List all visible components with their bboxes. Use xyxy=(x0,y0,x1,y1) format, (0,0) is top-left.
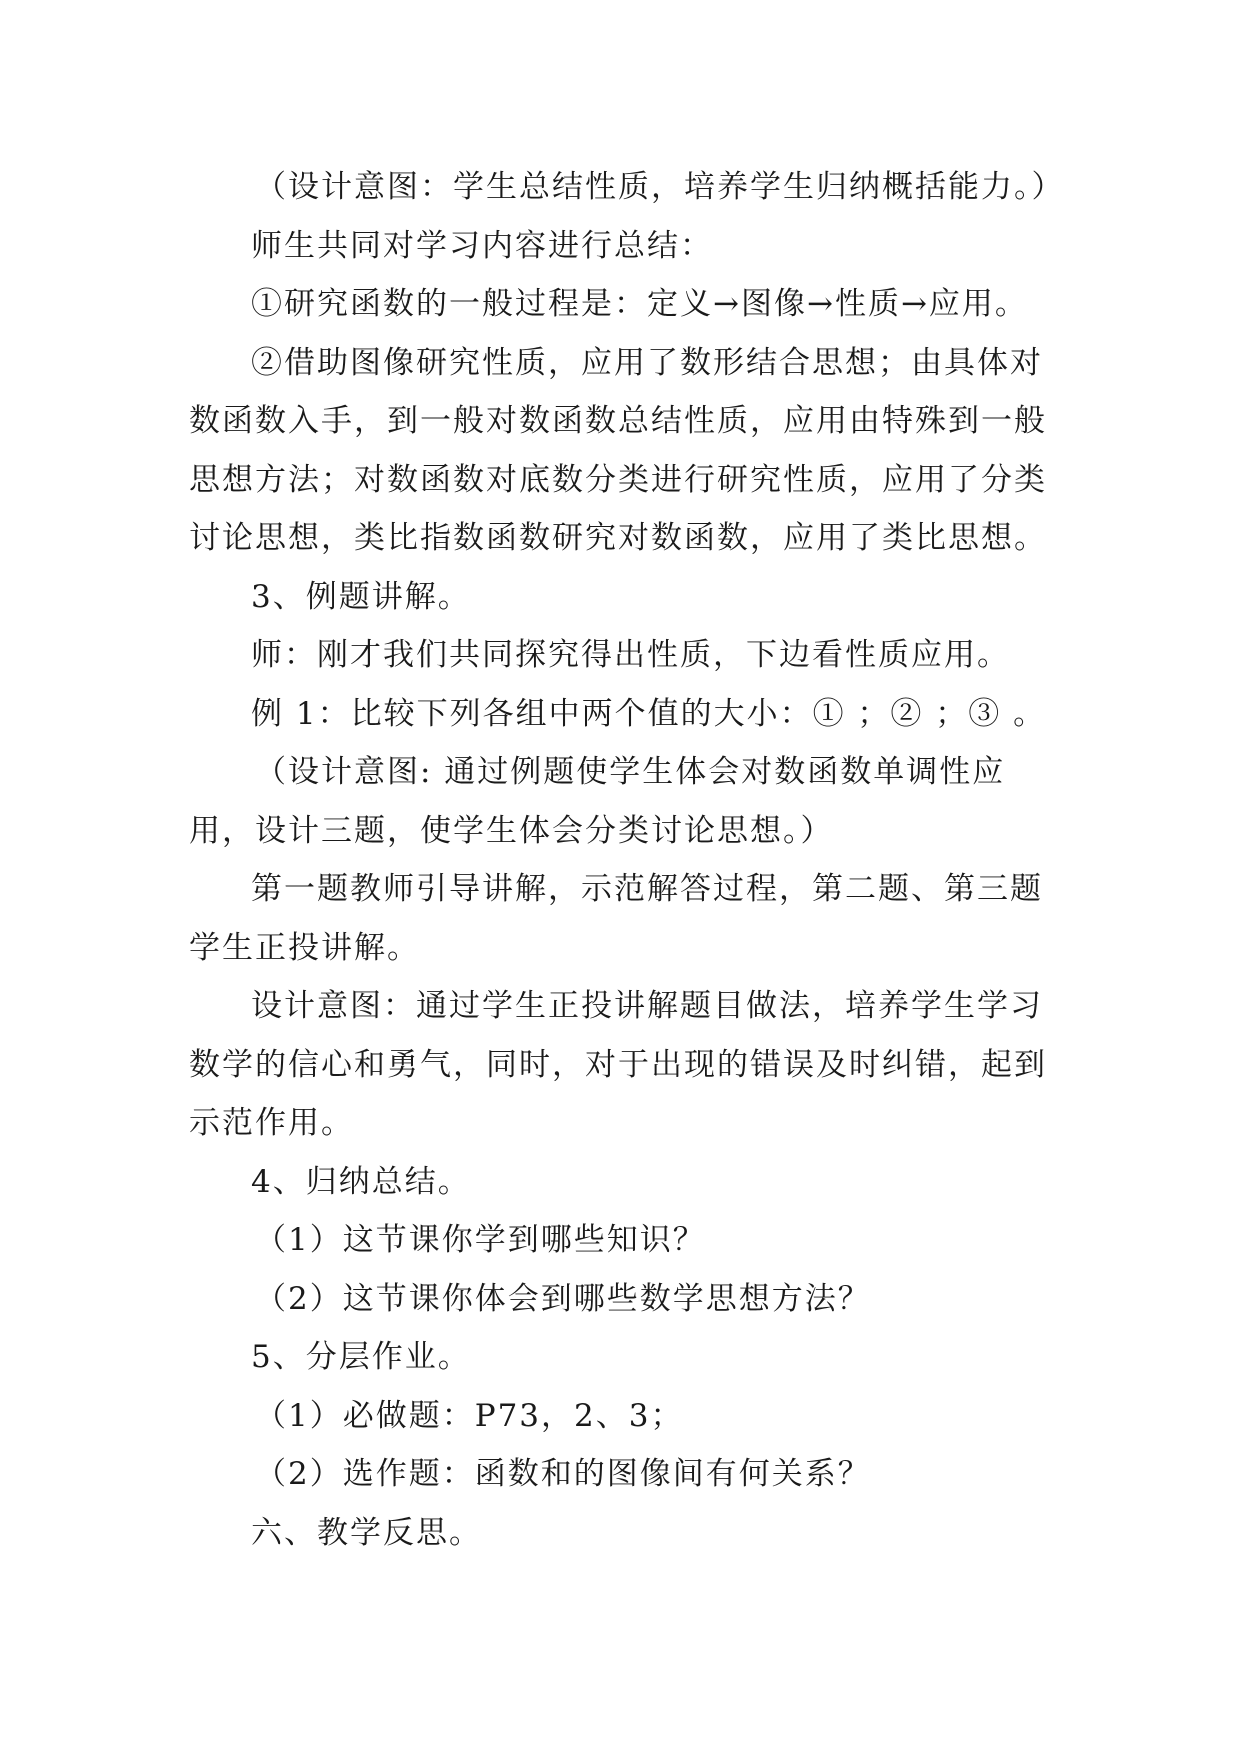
homework-optional: （2）选作题：函数和的图像间有何关系？ xyxy=(255,1456,871,1492)
paragraph-teacher-student-summary: 师生共同对学习内容进行总结： xyxy=(251,227,713,264)
question-2: （2）这节课你体会到哪些数学思想方法？ xyxy=(255,1280,871,1317)
paragraph-example-1: 例 1：比较下列各组中两个值的大小：① ；② ；③ 。 xyxy=(251,695,1047,732)
document-body xyxy=(189,158,1069,1562)
section-heading-reflection: 六、教学反思。 xyxy=(251,1514,482,1551)
section-heading-summary: 4、归纳总结。 xyxy=(251,1163,471,1200)
paragraph-function-process: ①研究函数的一般过程是：定义→图像→性质→应用。 xyxy=(251,286,1028,322)
paragraph-thinking-methods: ②借助图像研究性质，应用了数形结合思想；由具体对数函数入手，到一般对数函数总结性质，应用由特殊到一般思想方法；对数函数对底数分类进行研究性质，应用了分类讨论思想，类比指数函数研究对数函数，应用了类比思想。 xyxy=(189,344,1047,556)
paragraph-first-question: 第一题教师引导讲解，示范解答过程，第二题、第三题学生正投讲解。 xyxy=(189,871,1043,966)
section-heading-examples: 3、例题讲解。 xyxy=(251,578,471,615)
paragraph-teacher-remark: 师：刚才我们共同探究得出性质，下边看性质应用。 xyxy=(251,637,1010,673)
paragraph-design-intent-projection: 设计意图：通过学生正投讲解题目做法，培养学生学习数学的信心和勇气，同时，对于出现的错误及时纠错，起到示范作用。 xyxy=(189,988,1047,1141)
paragraph-design-intent-summary: （设计意图：学生总结性质，培养学生归纳概括能力。） xyxy=(255,169,1065,205)
paragraph-design-intent-examples: （设计意图: 通过例题使学生体会对数函数单调性应用，设计三题，使学生体会分类讨论思想。） xyxy=(189,754,1006,849)
section-heading-homework: 5、分层作业。 xyxy=(251,1339,471,1375)
homework-required: （1）必做题：P73，2、3； xyxy=(255,1397,684,1434)
question-1: （1）这节课你学到哪些知识？ xyxy=(255,1222,706,1258)
